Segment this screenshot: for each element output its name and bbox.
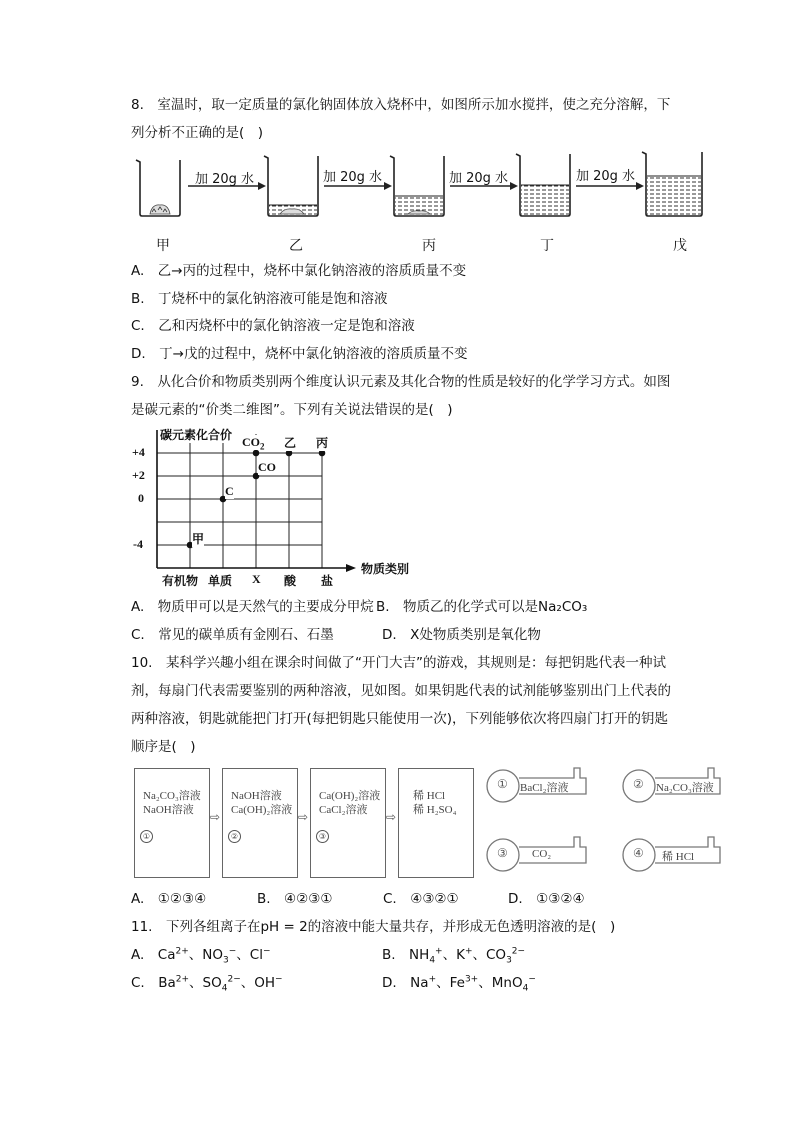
beaker-ding <box>516 154 570 216</box>
q11-c-so: 、SO <box>189 975 222 991</box>
door-3-number: ③ <box>316 830 329 843</box>
q11-d-fe-charge: 3+ <box>464 974 479 985</box>
door-4 <box>398 768 474 878</box>
q11-a-cl-charge: − <box>262 946 271 957</box>
door-1 <box>134 768 210 878</box>
add-water-label-3: 加 20g 水 <box>449 171 509 186</box>
q8-stem-line1: 8. 室温时，取一定质量的氯化钠固体放入烧杯中，如图所示加水搅拌，使之充分溶解，下 <box>131 97 671 113</box>
door-arrow-3: ⇨ <box>386 810 397 824</box>
q11-option-c <box>131 974 283 992</box>
key-1-number: ① <box>497 777 508 791</box>
y-tick-plus2: +2 <box>132 468 145 482</box>
q11-b-k: 、K <box>442 947 465 963</box>
add-water-label-1: 加 20g 水 <box>195 172 255 187</box>
q11-b-nh: B. NH <box>382 947 430 963</box>
q10-option-a: A. ①②③④ <box>131 891 207 907</box>
door-arrow-2: ⇨ <box>298 810 309 824</box>
valence-chart <box>128 426 438 594</box>
q11-b-co: 、CO <box>472 947 507 963</box>
q8-option-c: C. 乙和丙烧杯中的氯化钠溶液一定是饱和溶液 <box>131 318 415 334</box>
key-3-number: ③ <box>497 846 508 860</box>
q9-option-b: B. 物质乙的化学式可以是Na₂CO₃ <box>376 599 588 615</box>
q11-c-oh-charge: − <box>275 974 283 985</box>
y-axis-title: 碳元素化合价 <box>160 428 233 442</box>
q11-stem: 11. 下列各组离子在pH = 2的溶液中能大量共存，并形成无色透明溶液的是( ) <box>131 919 616 935</box>
beaker-label-yi: 乙 <box>289 238 303 254</box>
door-3 <box>310 768 386 878</box>
q11-a-cl: 、Cl <box>236 947 263 963</box>
label-co2 <box>242 435 265 450</box>
q11-b-k-charge: + <box>464 946 473 957</box>
q11-b-co-sub: 3 <box>506 955 512 966</box>
q9-option-d: D. X处物质类别是氧化物 <box>382 627 541 643</box>
q10-stem-line3: 两种溶液，钥匙就能把门打开(每把钥匙只能使用一次)，下列能够依次将四扇门打开的钥匙 <box>131 711 669 727</box>
q10-stem-line2: 剂，每扇门代表需要鉴别的两种溶液，见如图。如果钥匙代表的试剂能够鉴别出门上代表的 <box>131 683 671 699</box>
q11-option-d <box>382 974 536 992</box>
q11-a-ca-charge: 2+ <box>175 946 189 957</box>
q11-d-na: D. Na <box>382 975 429 991</box>
door-1-line1: Na₂CO₃溶液 <box>143 790 201 802</box>
x-cat-organic: 有机物 <box>162 574 199 588</box>
add-water-label-4: 加 20g 水 <box>576 169 636 184</box>
salt-solid <box>150 205 170 214</box>
beaker-label-bing: 丙 <box>422 238 436 254</box>
q11-c-ba: C. Ba <box>131 975 176 991</box>
door-4-line1: 稀 HCl <box>413 790 446 802</box>
door-arrow-1: ⇨ <box>210 810 221 824</box>
q8-stem-line2: 列分析不正确的是( ) <box>131 125 264 141</box>
q11-option-b <box>382 946 525 964</box>
beaker-yi <box>264 156 318 216</box>
x-cat-acid: 酸 <box>284 574 297 588</box>
q11-a-no-charge: − <box>228 946 237 957</box>
key-4-label: 稀 HCl <box>662 851 695 863</box>
key-4-number: ④ <box>633 846 644 860</box>
door-1-line2: NaOH溶液 <box>143 804 194 816</box>
door-3-line2: CaCl₂溶液 <box>319 804 368 816</box>
q11-d-mno-charge: − <box>528 974 536 985</box>
q11-c-so-charge: 2− <box>227 974 241 985</box>
door-4-line2: 稀 H₂SO₄ <box>413 804 457 816</box>
q9-stem-line1: 9. 从化合价和物质类别两个维度认识元素及其化合物的性质是较好的化学学习方式。如图 <box>131 374 671 390</box>
q10-stem-line1: 10. 某科学兴趣小组在课余时间做了“开门大吉”的游戏，其规则是：每把钥匙代表一种试 <box>131 655 666 671</box>
label-co2-text: CO <box>242 435 260 449</box>
q8-option-b: B. 丁烧杯中的氯化钠溶液可能是饱和溶液 <box>131 291 388 307</box>
y-tick-plus4: +4 <box>132 445 145 459</box>
beaker-jia <box>136 160 180 216</box>
q11-c-so-sub: 4 <box>221 983 228 994</box>
q8-option-d: D. 丁→戊的过程中，烧杯中氯化钠溶液的溶质质量不变 <box>131 346 468 362</box>
q11-b-co-charge: 2− <box>511 946 526 957</box>
label-c: C <box>225 484 234 498</box>
q9-option-a: A. 物质甲可以是天然气的主要成分甲烷 <box>131 599 374 615</box>
x-cat-x: X <box>252 572 261 586</box>
label-bing: 丙 <box>316 436 329 450</box>
q11-b-nh-sub: 4 <box>429 955 436 966</box>
x-cat-element: 单质 <box>208 574 233 588</box>
x-cat-salt: 盐 <box>321 574 334 588</box>
y-tick-minus4: -4 <box>133 537 143 551</box>
door-2 <box>222 768 298 878</box>
door-2-number: ② <box>228 830 241 843</box>
q11-c-ba-charge: 2+ <box>175 974 190 985</box>
q11-d-fe: 、Fe <box>436 975 465 991</box>
door-3-line1: Ca(OH)₂溶液 <box>319 790 381 802</box>
q9-stem-line2: 是碳元素的“价类二维图”。下列有关说法错误的是( ) <box>131 402 453 418</box>
label-co2-sub: 2 <box>260 441 265 452</box>
label-yi: 乙 <box>284 436 297 450</box>
label-co: CO <box>258 460 276 474</box>
beaker-label-wu: 戊 <box>673 238 687 254</box>
key-3-label: CO₂ <box>532 848 552 860</box>
q10-option-d: D. ①③②④ <box>508 891 585 907</box>
q10-option-c: C. ④③②① <box>383 891 459 907</box>
door-2-line2: Ca(OH)₂溶液 <box>231 804 293 816</box>
q11-a-ca: A. Ca <box>131 947 176 963</box>
beaker-bing <box>390 156 444 216</box>
beaker-label-jia: 甲 <box>156 238 170 254</box>
q8-option-a: A. 乙→丙的过程中，烧杯中氯化钠溶液的溶质质量不变 <box>131 263 467 279</box>
q10-option-b: B. ④②③① <box>257 891 333 907</box>
q11-d-mno-sub: 4 <box>522 983 529 994</box>
add-water-label-2: 加 20g 水 <box>323 170 383 185</box>
y-tick-0: 0 <box>138 491 144 505</box>
key-2-label: Na₂CO₃溶液 <box>656 782 714 794</box>
q10-stem-line4: 顺序是( ) <box>131 739 196 755</box>
q11-d-na-charge: + <box>428 974 437 985</box>
q9-option-c: C. 常见的碳单质有金刚石、石墨 <box>131 627 334 643</box>
q11-b-nh-charge: + <box>435 946 443 957</box>
key-1-label: BaCl₂溶液 <box>520 782 569 794</box>
key-2-number: ② <box>633 777 644 791</box>
door-2-line1: NaOH溶液 <box>231 790 282 802</box>
door-1-number: ① <box>140 830 153 843</box>
q11-d-mno: 、MnO <box>478 975 523 991</box>
x-axis-title: 物质类别 <box>361 562 410 576</box>
beaker-wu <box>642 152 702 216</box>
q11-a-no-sub: 3 <box>223 955 229 966</box>
q11-a-no: 、NO <box>188 947 224 963</box>
point-co2 <box>253 450 260 457</box>
label-jia: 甲 <box>192 532 205 546</box>
beaker-label-ding: 丁 <box>540 238 554 254</box>
q11-c-oh: 、OH <box>240 975 276 991</box>
q11-option-a <box>131 946 271 964</box>
